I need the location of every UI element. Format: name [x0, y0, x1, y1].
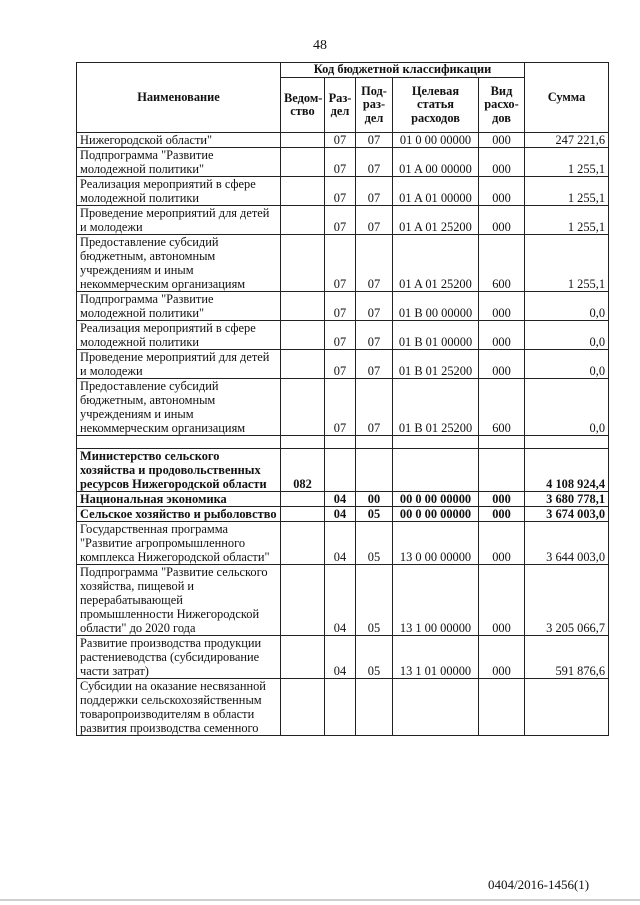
row-podrazdel: 07: [356, 206, 393, 235]
table-row: [77, 636, 609, 679]
table-row: [77, 148, 609, 177]
header-vid: Вид расхо-дов: [479, 78, 525, 133]
header-code-group: Код бюджетной классификации: [281, 63, 525, 78]
table-row: [77, 522, 609, 565]
row-razdel: [325, 436, 356, 449]
row-vid: 600: [479, 235, 525, 292]
row-podrazdel: 07: [356, 133, 393, 148]
row-podrazdel: 07: [356, 321, 393, 350]
row-vedomstvo: [281, 133, 325, 148]
row-vedomstvo: [281, 565, 325, 636]
row-sum: 591 876,6: [525, 636, 609, 679]
row-sum: 1 255,1: [525, 148, 609, 177]
row-sum: 1 255,1: [525, 206, 609, 235]
row-vid: 000: [479, 507, 525, 522]
table-row: [77, 177, 609, 206]
row-podrazdel: 07: [356, 292, 393, 321]
row-razdel: 04: [325, 636, 356, 679]
row-sum: 3 644 003,0: [525, 522, 609, 565]
row-name: Реализация мероприятий в сфере молодежной политики: [77, 321, 281, 350]
row-podrazdel: 07: [356, 235, 393, 292]
table-row: [77, 292, 609, 321]
row-vedomstvo: [281, 522, 325, 565]
row-name: Подпрограмма "Развитие молодежной политики": [77, 148, 281, 177]
row-name: Подпрограмма "Развитие молодежной политики": [77, 292, 281, 321]
table-row: [77, 449, 609, 492]
table-row: [77, 565, 609, 636]
row-razdel: 04: [325, 565, 356, 636]
row-sum: 0,0: [525, 292, 609, 321]
row-celevaya: 01 B 01 25200: [393, 379, 479, 436]
row-sum: 0,0: [525, 379, 609, 436]
row-vedomstvo: [281, 492, 325, 507]
row-vid: [479, 449, 525, 492]
header-celevaya: Целевая статья расходов: [393, 78, 479, 133]
row-vedomstvo: [281, 235, 325, 292]
row-podrazdel: [356, 449, 393, 492]
row-razdel: 07: [325, 350, 356, 379]
row-name: Министерство сельского хозяйства и продовольственных ресурсов Нижегородской области: [77, 449, 281, 492]
table-body: [77, 133, 609, 736]
row-celevaya: 00 0 00 00000: [393, 492, 479, 507]
row-vid: 000: [479, 177, 525, 206]
row-name: Предоставление субсидий бюджетным, автономным учреждениям и иным некоммерческим организациям: [77, 379, 281, 436]
row-podrazdel: [356, 436, 393, 449]
row-celevaya: 01 B 00 00000: [393, 292, 479, 321]
row-vedomstvo: [281, 292, 325, 321]
row-vid: [479, 679, 525, 736]
row-celevaya: 01 A 01 00000: [393, 177, 479, 206]
row-name: [77, 436, 281, 449]
row-name: Национальная экономика: [77, 492, 281, 507]
row-sum: 247 221,6: [525, 133, 609, 148]
row-podrazdel: 07: [356, 350, 393, 379]
row-podrazdel: 00: [356, 492, 393, 507]
row-razdel: 04: [325, 507, 356, 522]
row-name: Нижегородской области": [77, 133, 281, 148]
row-name: Подпрограмма "Развитие сельского хозяйства, пищевой и перерабатывающей промышленности Нижегородской области" до 2020 года: [77, 565, 281, 636]
row-vedomstvo: [281, 507, 325, 522]
row-razdel: 07: [325, 148, 356, 177]
row-sum: 4 108 924,4: [525, 449, 609, 492]
document-code: 0404/2016-1456(1): [488, 877, 590, 892]
budget-table: [76, 62, 609, 736]
row-sum: 1 255,1: [525, 235, 609, 292]
header-sum: Сумма: [525, 63, 609, 133]
row-celevaya: 01 B 01 00000: [393, 321, 479, 350]
row-vedomstvo: [281, 177, 325, 206]
row-razdel: 07: [325, 133, 356, 148]
row-vid: 000: [479, 206, 525, 235]
page-number: 48: [313, 38, 327, 53]
row-name: Проведение мероприятий для детей и молодежи: [77, 350, 281, 379]
row-celevaya: 01 A 00 00000: [393, 148, 479, 177]
row-celevaya: [393, 679, 479, 736]
row-name: Реализация мероприятий в сфере молодежной политики: [77, 177, 281, 206]
row-podrazdel: [356, 679, 393, 736]
row-vid: 600: [479, 379, 525, 436]
row-razdel: 07: [325, 177, 356, 206]
row-sum: 1 255,1: [525, 177, 609, 206]
bottom-rule: [0, 899, 640, 901]
table-row: [77, 507, 609, 522]
row-name: Государственная программа "Развитие агропромышленного комплекса Нижегородской области": [77, 522, 281, 565]
row-podrazdel: 05: [356, 507, 393, 522]
row-vid: 000: [479, 350, 525, 379]
row-vedomstvo: [281, 350, 325, 379]
row-razdel: 07: [325, 235, 356, 292]
row-celevaya: 13 1 00 00000: [393, 565, 479, 636]
table-row: [77, 379, 609, 436]
row-vedomstvo: 082: [281, 449, 325, 492]
row-celevaya: 01 A 01 25200: [393, 206, 479, 235]
header-razdel: Раз-дел: [325, 78, 356, 133]
row-razdel: [325, 679, 356, 736]
row-name: Субсидии на оказание несвязанной поддержки сельскохозяйственным товаропроизводителям в области развития производства семенного: [77, 679, 281, 736]
row-name: Проведение мероприятий для детей и молодежи: [77, 206, 281, 235]
row-name: Развитие производства продукции растениеводства (субсидирование части затрат): [77, 636, 281, 679]
row-podrazdel: 05: [356, 636, 393, 679]
row-sum: 3 205 066,7: [525, 565, 609, 636]
row-podrazdel: 07: [356, 177, 393, 206]
row-celevaya: 00 0 00 00000: [393, 507, 479, 522]
row-celevaya: 01 B 01 25200: [393, 350, 479, 379]
spacer-row: [77, 436, 609, 449]
row-celevaya: 13 1 01 00000: [393, 636, 479, 679]
row-vid: 000: [479, 492, 525, 507]
table-row: [77, 206, 609, 235]
table-row: [77, 679, 609, 736]
row-name: Предоставление субсидий бюджетным, автономным учреждениям и иным некоммерческим организациям: [77, 235, 281, 292]
row-vid: 000: [479, 636, 525, 679]
row-vedomstvo: [281, 636, 325, 679]
row-vedomstvo: [281, 679, 325, 736]
row-vedomstvo: [281, 148, 325, 177]
row-podrazdel: 07: [356, 148, 393, 177]
table-row: [77, 492, 609, 507]
table-row: [77, 350, 609, 379]
row-vid: 000: [479, 565, 525, 636]
header-podrazdel: Под-раз-дел: [356, 78, 393, 133]
row-razdel: [325, 449, 356, 492]
row-razdel: 04: [325, 492, 356, 507]
row-vid: [479, 436, 525, 449]
row-celevaya: 01 A 01 25200: [393, 235, 479, 292]
row-vid: 000: [479, 522, 525, 565]
row-sum: [525, 679, 609, 736]
row-vid: 000: [479, 148, 525, 177]
row-sum: [525, 436, 609, 449]
row-name: Сельское хозяйство и рыболовство: [77, 507, 281, 522]
row-vedomstvo: [281, 436, 325, 449]
header-name: Наименование: [77, 63, 281, 133]
row-razdel: 07: [325, 292, 356, 321]
row-vid: 000: [479, 133, 525, 148]
row-razdel: 04: [325, 522, 356, 565]
row-celevaya: 01 0 00 00000: [393, 133, 479, 148]
row-razdel: 07: [325, 206, 356, 235]
row-celevaya: [393, 436, 479, 449]
row-sum: 3 680 778,1: [525, 492, 609, 507]
row-podrazdel: 07: [356, 379, 393, 436]
row-podrazdel: 05: [356, 522, 393, 565]
header-row-group: [77, 63, 609, 78]
row-sum: 0,0: [525, 321, 609, 350]
table-row: [77, 321, 609, 350]
row-celevaya: [393, 449, 479, 492]
row-vid: 000: [479, 292, 525, 321]
row-vedomstvo: [281, 321, 325, 350]
row-podrazdel: 05: [356, 565, 393, 636]
header-vedomstvo: Ведом-ство: [281, 78, 325, 133]
row-vedomstvo: [281, 379, 325, 436]
row-vedomstvo: [281, 206, 325, 235]
row-vid: 000: [479, 321, 525, 350]
table-row: [77, 133, 609, 148]
table-row: [77, 235, 609, 292]
row-razdel: 07: [325, 321, 356, 350]
row-celevaya: 13 0 00 00000: [393, 522, 479, 565]
row-sum: 0,0: [525, 350, 609, 379]
row-sum: 3 674 003,0: [525, 507, 609, 522]
row-razdel: 07: [325, 379, 356, 436]
